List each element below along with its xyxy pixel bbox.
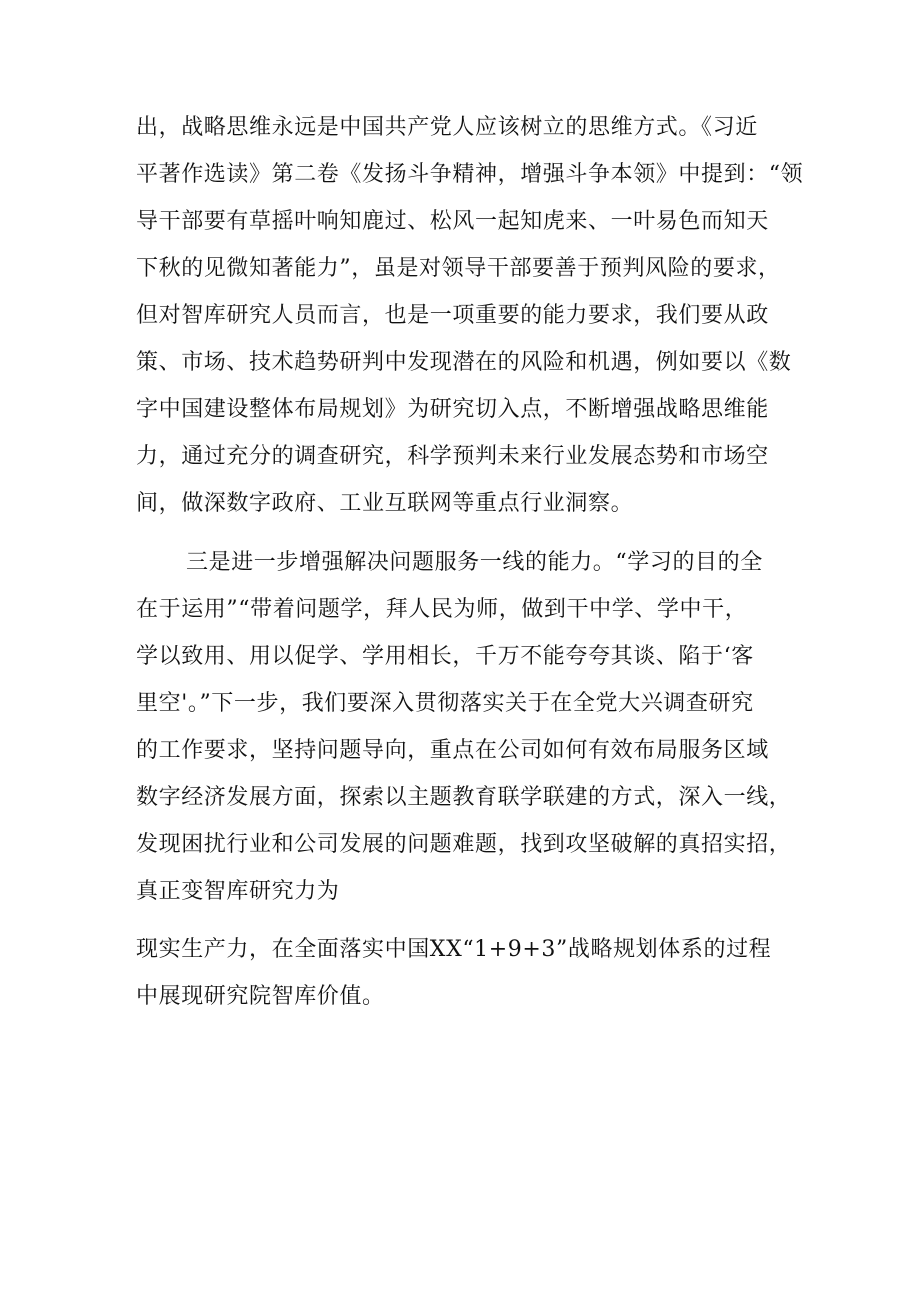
paragraph-line-15: 数字经济发展方面，探索以主题教育联学联建的方式，深入一线， <box>136 785 792 810</box>
paragraph-line-19: 中展现研究院智库价值。 <box>136 984 385 1009</box>
paragraph-line-6: 策、市场、技术趋势研判中发现潜在的风险和机遇，例如要以《数 <box>136 350 792 375</box>
paragraph-line-3: 导干部要有草摇叶响知鹿过、松风一起知虎来、一叶易色而知天 <box>136 209 769 234</box>
paragraph-line-11: 在于运用”“带着问题学，拜人民为师，做到干中学、学中干， <box>136 597 748 622</box>
paragraph-line-16: 发现困扰行业和公司发展的问题难题，找到攻坚破解的真招实招， <box>136 832 792 857</box>
paragraph-line-18: 现实生产力，在全面落实中国XX“1+9+3”战略规划体系的过程 <box>136 937 772 962</box>
paragraph-line-2: 平著作选读》第二卷《发扬斗争精神，增强斗争本领》中提到：“领 <box>136 162 804 187</box>
paragraph-line-4: 下秋的见微知著能力”，虽是对领导干部要善于预判风险的要求， <box>136 256 781 281</box>
paragraph-line-7: 字中国建设整体布局规划》为研究切入点，不断增强战略思维能 <box>136 397 769 422</box>
paragraph-line-14: 的工作要求，坚持问题导向，重点在公司如何有效布局服务区域 <box>136 738 769 763</box>
paragraph-line-17: 真正变智库研究力为 <box>136 879 340 904</box>
paragraph-line-10: 三是进一步增强解决问题服务一线的能力。“学习的目的全 <box>186 550 763 575</box>
paragraph-line-1: 出，战略思维永远是中国共产党人应该树立的思维方式。《习近 <box>136 115 758 140</box>
paragraph-line-8: 力，通过充分的调查研究，科学预判未来行业发展态势和市场空 <box>136 444 769 469</box>
paragraph-line-12: 学以致用、用以促学、学用相长，千万不能夸夸其谈、陷于‘客 <box>136 644 754 669</box>
paragraph-line-13: 里空'。”下一步，我们要深入贯彻落实关于在全党大兴调查研究 <box>136 691 754 716</box>
paragraph-line-9: 间，做深数字政府、工业互联网等重点行业洞察。 <box>136 491 634 516</box>
paragraph-line-5: 但对智库研究人员而言，也是一项重要的能力要求，我们要从政 <box>136 303 769 328</box>
